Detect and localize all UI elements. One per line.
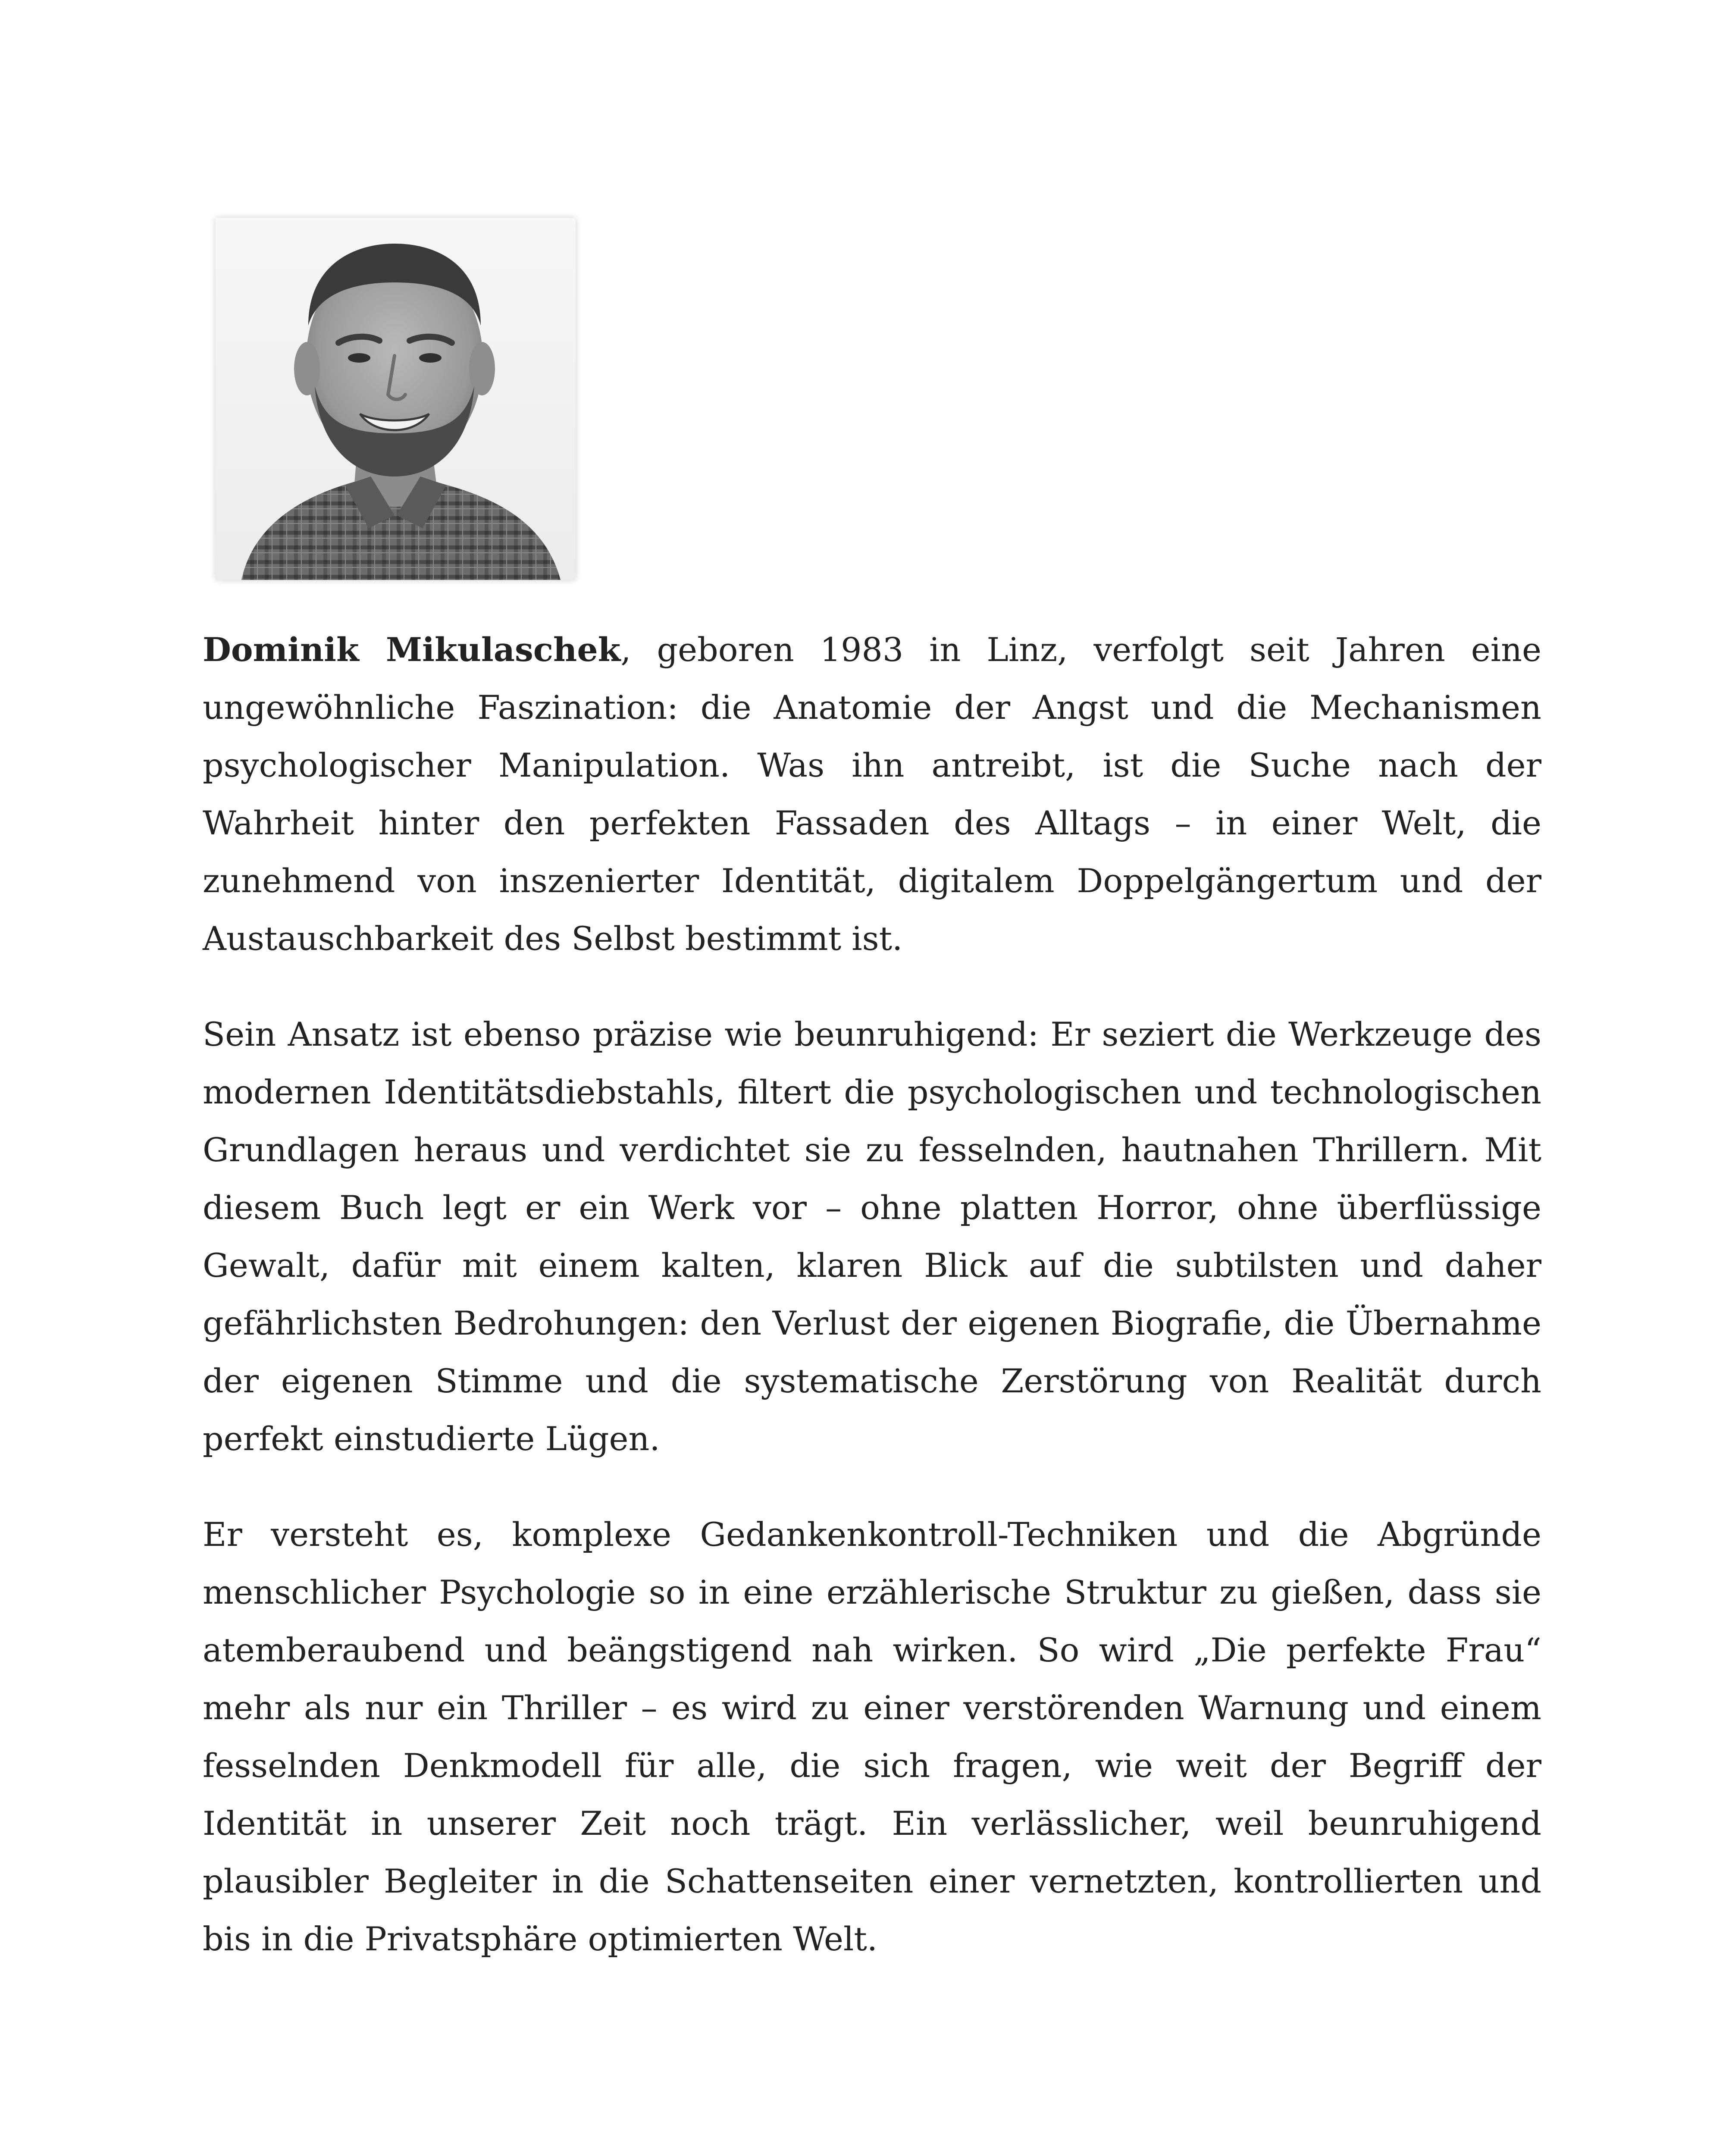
bio-paragraph-2: Sein Ansatz ist ebenso präzise wie beunruhigend: Er seziert die Werkzeuge des modernen Identitätsdiebstahls, filtert die psychologischen und technologischen Grundlagen heraus und verdichtet sie zu fesselnden, hautnahen Thrillern. Mit diesem Buch legt er ein Werk vor – ohne platten Horror, ohne überflüssige Gewalt, dafür mit einem kalten, klaren Blick auf die subtilsten und daher gefährlichsten Bedrohungen: den Verlust der eigenen Biografie, die Übernahme der eigenen Stimme und die systematische Zerstörung von Realität durch perfekt einstudierte Lügen. xyxy=(203,1015,1541,1458)
author-name: Dominik Mikulaschek xyxy=(203,630,621,669)
bio-paragraph-1 xyxy=(203,621,1541,968)
author-portrait xyxy=(216,218,576,580)
author-portrait-icon xyxy=(216,218,576,580)
bio-paragraph-1-text: , geboren 1983 in Linz, verfolgt seit Jahren eine ungewöhnliche Faszination: die Anatomie der Angst und die Mechanismen psychologischer Manipulation. Was ihn antreibt, ist die Suche nach der Wahrheit hinter den perfekten Fassaden des Alltags – in einer Welt, die zunehmend von inszenierter Identität, digitalem Doppelgängertum und der Austauschbarkeit des Selbst bestimmt ist. xyxy=(203,630,1541,958)
author-bio xyxy=(203,621,1541,2006)
bio-paragraph-3: Er versteht es, komplexe Gedankenkontroll-Techniken und die Abgründe menschlicher Psychologie so in eine erzählerische Struktur zu gießen, dass sie atemberaubend und beängstigend nah wirken. So wird „Die perfekte Frau“ mehr als nur ein Thriller – es wird zu einer verstörenden Warnung und einem fesselnden Denkmodell für alle, die sich fragen, wie weit der Begriff der Identität in unserer Zeit noch trägt. Ein verlässlicher, weil beunruhigend plausibler Begleiter in die Schattenseiten einer vernetzten, kontrollierten und bis in die Privatsphäre optimierten Welt. xyxy=(203,1515,1541,1958)
